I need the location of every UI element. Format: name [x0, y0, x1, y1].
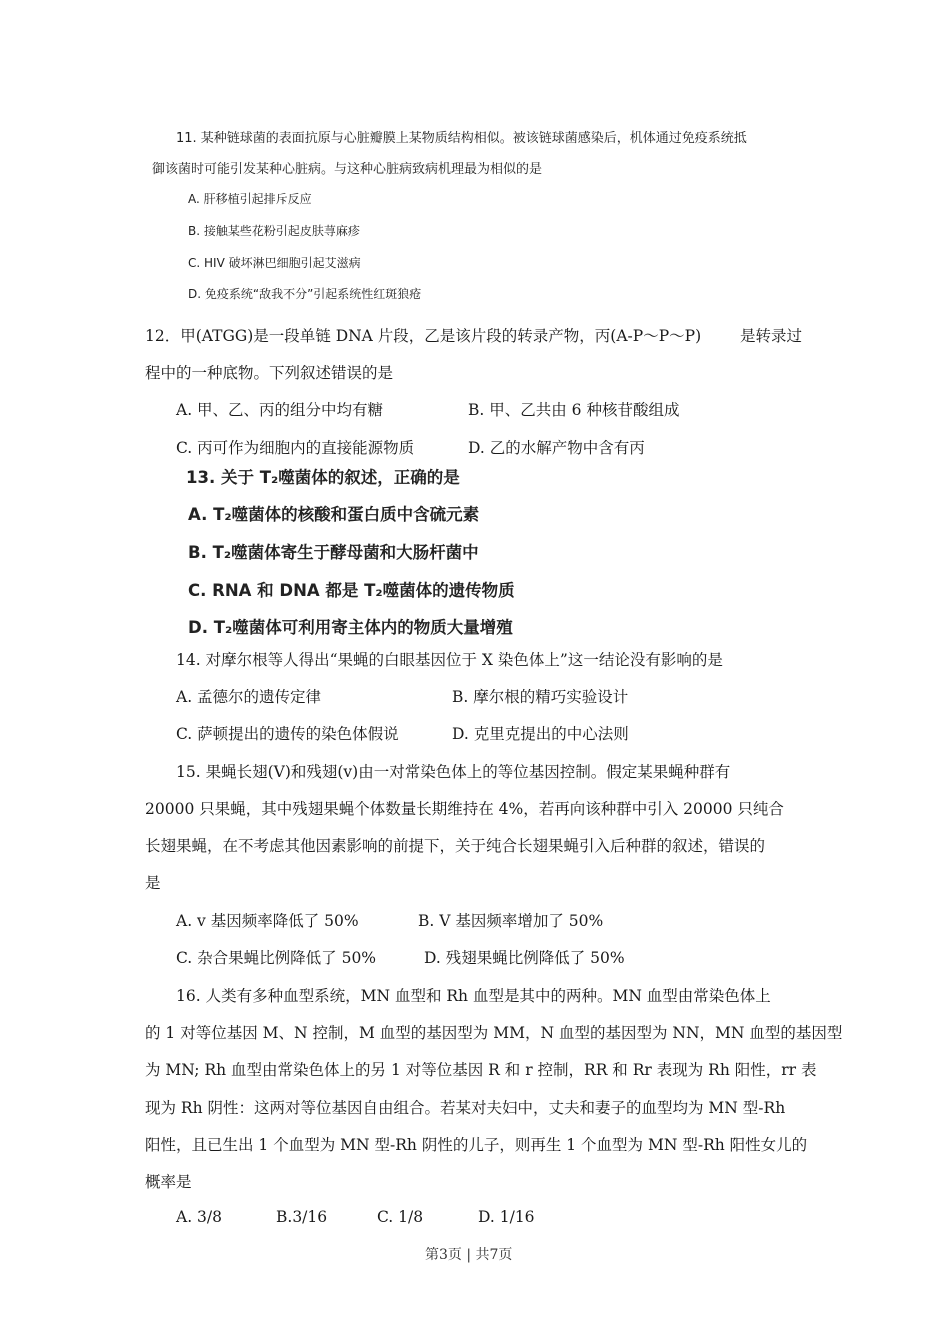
q15-stem-line1: 15. 果蝇长翅(V)和残翅(v)由一对常染色体上的等位基因控制。假定某果蝇种群有 [176, 763, 731, 781]
q14-option-d: D. 克里克提出的中心法则 [452, 725, 629, 743]
q16-stem-line5: 阳性，且已生出 1 个血型为 MN 型-Rh 阴性的儿子，则再生 1 个血型为 MN 型-Rh 阳性女儿的 [145, 1136, 808, 1154]
q15-option-c: C. 杂合果蝇比例降低了 50% [176, 949, 377, 967]
q13-option-a: A. T₂噬菌体的核酸和蛋白质中含硫元素 [188, 505, 480, 524]
q11-option-a: A. 肝移植引起排斥反应 [188, 192, 312, 206]
q12-option-b: B. 甲、乙共由 6 种核苷酸组成 [468, 401, 680, 419]
q12-option-d: D. 乙的水解产物中含有丙 [468, 439, 645, 457]
q14-option-a: A. 孟德尔的遗传定律 [176, 688, 322, 706]
q16-option-b: B.3/16 [276, 1208, 328, 1226]
q11-option-c: C. HIV 破坏淋巴细胞引起艾滋病 [188, 256, 361, 270]
q12-stem-line1a: 12．甲(ATGG)是一段单链 DNA 片段，乙是该片段的转录产物，丙(A-P～P～P) [145, 327, 702, 345]
q13-option-b: B. T₂噬菌体寄生于酵母菌和大肠杆菌中 [188, 543, 479, 562]
q14-stem: 14. 对摩尔根等人得出“果蝇的白眼基因位于 X 染色体上”这一结论没有影响的是 [176, 651, 723, 669]
q13-option-c: C. RNA 和 DNA 都是 T₂噬菌体的遗传物质 [188, 581, 515, 600]
page-footer: 第3页 | 共7页 [425, 1247, 513, 1263]
q15-option-b: B. V 基因频率增加了 50% [418, 912, 604, 930]
q13-stem: 13. 关于 T₂噬菌体的叙述，正确的是 [186, 468, 460, 487]
q13-option-d: D. T₂噬菌体可利用寄主体内的物质大量增殖 [188, 618, 513, 637]
q16-option-c: C. 1/8 [377, 1208, 424, 1226]
q11-stem-line2: 御该菌时可能引发某种心脏病。与这种心脏病致病机理最为相似的是 [152, 162, 543, 177]
q16-stem-line6: 概率是 [145, 1173, 192, 1191]
q15-stem-line4: 是 [145, 874, 161, 892]
q14-option-c: C. 萨顿提出的遗传的染色体假说 [176, 725, 399, 743]
q11-option-b: B. 接触某些花粉引起皮肤荨麻疹 [188, 224, 360, 238]
q12-stem-line2: 程中的一种底物。下列叙述错误的是 [145, 364, 394, 382]
q16-option-d: D. 1/16 [478, 1208, 535, 1226]
q11-stem-line1: 11. 某种链球菌的表面抗原与心脏瓣膜上某物质结构相似。被该链球菌感染后，机体通过免疫系统抵 [176, 131, 747, 146]
q15-option-a: A. v 基因频率降低了 50% [176, 912, 359, 930]
q12-option-a: A. 甲、乙、丙的组分中均有糖 [176, 401, 384, 419]
q15-stem-line3: 长翅果蝇，在不考虑其他因素影响的前提下，关于纯合长翅果蝇引入后种群的叙述，错误的 [145, 837, 766, 855]
q14-option-b: B. 摩尔根的精巧实验设计 [452, 688, 629, 706]
q15-option-d: D. 残翅果蝇比例降低了 50% [424, 949, 625, 967]
q15-stem-line2: 20000 只果蝇，其中残翅果蝇个体数量长期维持在 4%，若再向该种群中引入 20000 只纯合 [145, 800, 784, 818]
q12-stem-line1b: 是转录过 [740, 327, 803, 345]
q16-stem-line2: 的 1 对等位基因 M、N 控制，M 血型的基因型为 MM，N 血型的基因型为 NN，MN 血型的基因型 [145, 1024, 843, 1042]
q16-stem-line4: 现为 Rh 阴性：这两对等位基因自由组合。若某对夫妇中，丈夫和妻子的血型均为 MN 型-Rh [145, 1099, 786, 1117]
q16-stem-line1: 16. 人类有多种血型系统，MN 血型和 Rh 血型是其中的两种。MN 血型由常染色体上 [176, 987, 771, 1005]
q16-stem-line3: 为 MN; Rh 血型由常染色体上的另 1 对等位基因 R 和 r 控制，RR 和 Rr 表现为 Rh 阳性，rr 表 [145, 1061, 817, 1079]
q12-option-c: C. 丙可作为细胞内的直接能源物质 [176, 439, 415, 457]
q16-option-a: A. 3/8 [176, 1208, 222, 1226]
q11-option-d: D. 免疫系统“敌我不分”引起系统性红斑狼疮 [188, 287, 422, 301]
